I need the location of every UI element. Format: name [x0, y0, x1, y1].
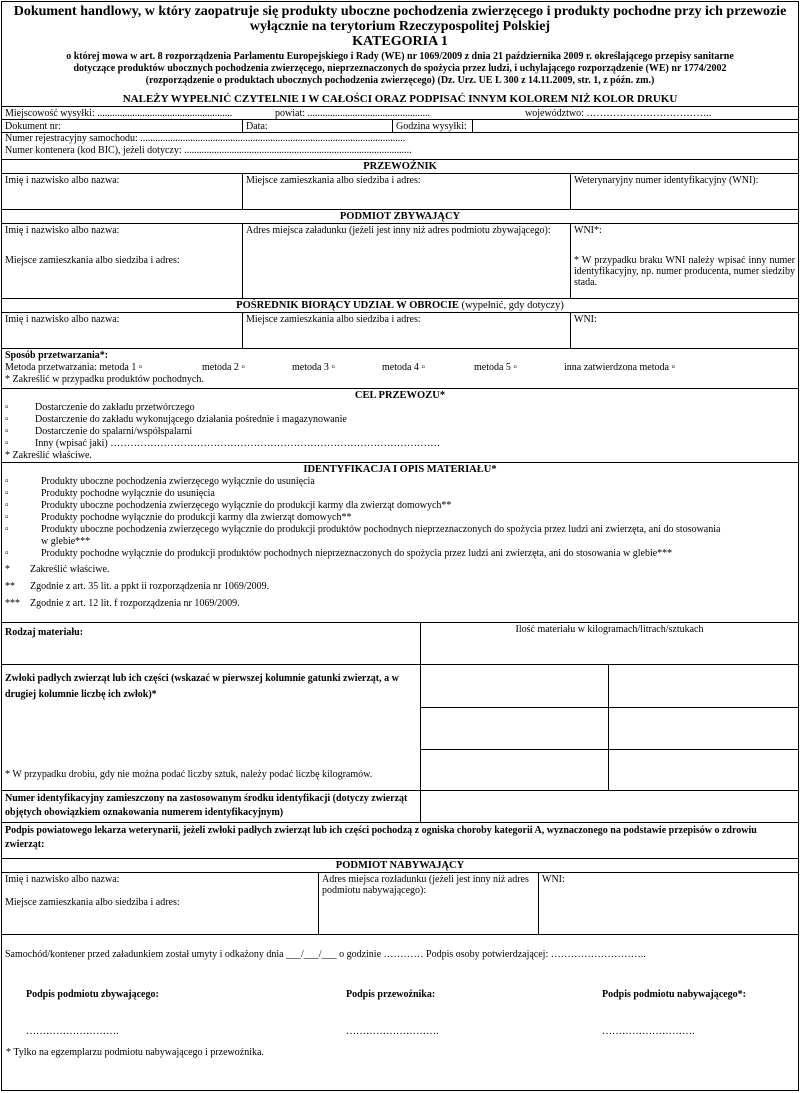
intermediary-heading-text: POŚREDNIK BIORĄCY UDZIAŁ W OBROCIE [236, 300, 459, 311]
note-mark: ** [5, 581, 15, 592]
dispatch-time-label: Godzina wysyłki: [392, 120, 472, 132]
date-field[interactable]: Data: [242, 120, 392, 132]
sender-wni-cell [570, 224, 798, 298]
sender-signature-field[interactable]: ………………………. [26, 1026, 119, 1037]
checkbox-icon[interactable]: ▫ [5, 438, 9, 449]
purpose-item[interactable] [2, 426, 798, 438]
processing-note: * Zakreślić w przypadku produktów pochodnych. [5, 374, 204, 385]
method-5-checkbox[interactable]: metoda 5 ▫ [474, 362, 517, 373]
carrier-row [2, 173, 798, 209]
purpose-item[interactable] [2, 414, 798, 426]
carrier-address-field[interactable]: Miejsce zamieszkania albo siedziba i adres: [242, 174, 570, 209]
dispatch-location-row [2, 106, 798, 119]
material-item[interactable] [2, 488, 798, 500]
receiver-residence-field[interactable]: Miejsce zamieszkania albo siedziba i adres: [5, 897, 180, 908]
material-item-label: Produkty uboczne pochodzenia zwierzęcego wyłącznie do usunięcia [41, 476, 315, 487]
processing-section [2, 348, 798, 388]
processing-methods [2, 362, 798, 374]
document-number-row [2, 119, 798, 132]
sender-residence-field[interactable]: Miejsce zamieszkania albo siedziba i adres: [5, 255, 180, 266]
purpose-item-label: Dostarczenie do zakładu wykonującego działania pośrednie i magazynowanie [35, 414, 347, 425]
count-input-2[interactable] [609, 708, 798, 748]
intermediary-name-field[interactable]: Imię i nazwisko albo nazwa: [5, 314, 120, 325]
carrier-wni-field[interactable]: Weterynaryjny numer identyfikacyjny (WNI): [570, 174, 798, 209]
document-number-field[interactable]: Dokument nr: [5, 121, 61, 132]
checkbox-icon[interactable]: ▫ [5, 500, 9, 511]
material-id-list [2, 476, 798, 622]
poultry-note: * W przypadku drobiu, gdy nie można podać liczby sztuk, należy podać liczbę kilogramów. [5, 769, 373, 780]
material-note [2, 564, 798, 576]
material-kind-row [2, 622, 798, 664]
regulation-line2: dotyczące produktów ubocznych pochodzenia zwierzęcego, nieprzeznaczonych do spożycia przez ludzi, i uchylającego rozporządzenie (WE) nr 1774/2002 [73, 63, 727, 74]
material-id-heading: IDENTYFIKACJA I OPIS MATERIAŁU* [2, 462, 798, 476]
material-item-label: Produkty pochodne wyłącznie do produkcji produktów pochodnych nieprzeznaczonych do spożycia przez ludzi ani zwierzęta, ani do stosowania w glebie*** [41, 548, 673, 559]
footer-section [2, 934, 798, 1086]
carcasses-row [2, 664, 798, 790]
material-item[interactable] [2, 524, 798, 536]
receiver-heading: PODMIOT NABYWAJĄCY [2, 858, 798, 872]
species-input-3[interactable] [420, 750, 608, 790]
checkbox-icon[interactable]: ▫ [5, 488, 9, 499]
carcasses-cell [2, 665, 420, 790]
carrier-signature-field[interactable]: ………………………. [346, 1026, 439, 1037]
other-method-checkbox[interactable]: inna zatwierdzona metoda ▫ [564, 362, 675, 373]
checkbox-icon[interactable]: ▫ [5, 476, 9, 487]
district-field[interactable]: powiat: ................................................. [275, 108, 430, 119]
document-title-line2: wyłącznie na terytorium Rzeczypospolitej Polskiej [249, 19, 551, 34]
purpose-item-label: Dostarczenie do zakładu przetwórczego [35, 402, 195, 413]
species-input-2[interactable] [420, 708, 608, 748]
intermediary-heading-note: (wypełnić, gdy dotyczy) [461, 300, 564, 311]
purpose-item-label: Inny (wpisać jaki) ……………………………………………………………………………………… [35, 438, 441, 449]
material-note [2, 581, 798, 593]
method-3-checkbox[interactable]: metoda 3 ▫ [292, 362, 335, 373]
checkbox-icon[interactable]: ▫ [5, 402, 9, 413]
checkbox-icon[interactable]: ▫ [5, 524, 9, 535]
sender-identity-cell [2, 224, 242, 298]
carcasses-label: Zwłoki padłych zwierząt lub ich części (wskazać w pierwszej kolumnie gatunki zwierząt, a w drugiej kolumnie liczbę ich zwłok)* [5, 673, 399, 700]
sender-heading: PODMIOT ZBYWAJĄCY [2, 209, 798, 223]
material-note [2, 598, 798, 610]
sender-signature-label: Podpis podmiotu zbywającego: [26, 989, 159, 1000]
material-item[interactable] [2, 500, 798, 512]
material-item[interactable] [2, 512, 798, 524]
receiver-wni-field[interactable]: WNI: [538, 873, 798, 934]
method-2-checkbox[interactable]: metoda 2 ▫ [202, 362, 245, 373]
voivodeship-field[interactable]: województwo: ……………………………….. [525, 108, 712, 119]
document-page [1, 1, 799, 1091]
sender-name-field[interactable]: Imię i nazwisko albo nazwa: [5, 225, 120, 236]
note-mark: *** [5, 598, 20, 609]
receiver-signature-label: Podpis podmiotu nabywającego*: [602, 989, 746, 1000]
dispatch-time-field[interactable] [472, 120, 798, 132]
carrier-heading: PRZEWOŹNIK [2, 159, 798, 173]
note-text: Zgodnie z art. 35 lit. a ppkt ii rozporządzenia nr 1069/2009. [30, 581, 270, 592]
method-1-checkbox[interactable]: Metoda przetwarzania: metoda 1 ▫ [5, 362, 143, 373]
id-number-label: Numer identyfikacyjny zamieszczony na zastosowanym środku identyfikacji (dotyczy zwierząt objętych obowiązkiem oznakowania numerem identyfikacyjnym) [5, 793, 408, 818]
method-4-checkbox[interactable]: metoda 4 ▫ [382, 362, 425, 373]
note-mark: * [5, 564, 10, 575]
cleaning-declaration[interactable]: Samochód/kontener przed załadunkiem został umyty i odkażony dnia ___/___/___ o godzinie ………… Podpis osoby potwierdzającej: ……………………….. [5, 949, 646, 960]
processing-heading: Sposób przetwarzania*: [5, 350, 109, 361]
material-item-label: Produkty uboczne pochodzenia zwierzęcego wyłącznie do produkcji produktów pochodnych nieprzeznaczonych do spożycia przez ludzi ani zwierzęta, ani do stosowania [41, 524, 721, 535]
checkbox-icon[interactable]: ▫ [5, 426, 9, 437]
purpose-list [2, 402, 798, 462]
material-item[interactable] [2, 548, 798, 560]
regulation-reference [6, 51, 794, 87]
note-text: Zakreślić właściwe. [30, 564, 110, 575]
carrier-signature-label: Podpis przewoźnika: [346, 989, 436, 1000]
material-item[interactable] [2, 476, 798, 488]
vet-signature-row [2, 822, 798, 858]
note-text: Zgodnie z art. 12 lit. f rozporządzenia nr 1069/2009. [30, 598, 240, 609]
regulation-line3: (rozporządzenie o produktach ubocznych pochodzenia zwierzęcego) (Dz. Urz. UE L 300 z 14.11.2009, str. 1, z późn. zm.) [145, 75, 655, 86]
checkbox-icon[interactable]: ▫ [5, 548, 9, 559]
material-item-label: Produkty pochodne wyłącznie do produkcji karmy dla zwierząt domowych** [41, 512, 352, 523]
vehicle-row [2, 132, 798, 159]
category-label: KATEGORIA 1 [352, 34, 448, 49]
purpose-heading: CEL PRZEWOZU* [2, 388, 798, 402]
vet-signature-label: Podpis powiatowego lekarza weterynarii, jeżeli zwłoki padłych zwierząt lub ich części pochodzą z ogniska choroby kategorii A, wyznaczonego na podstawie przepisów o zdrowiu zwierząt: [5, 825, 757, 850]
material-item-label: Produkty pochodne wyłącznie do usunięcia [41, 488, 215, 499]
fill-instruction: NALEŻY WYPEŁNIĆ CZYTELNIE I W CAŁOŚCI ORAZ PODPISAĆ INNYM KOLOREM NIŻ KOLOR DRUKU [122, 93, 678, 105]
sender-row [2, 223, 798, 298]
material-quantity-field[interactable]: Ilość materiału w kilogramach/litrach/sztukach [420, 623, 798, 664]
count-input-3[interactable] [609, 750, 798, 790]
regulation-line1: o której mowa w art. 8 rozporządzenia Parlamentu Europejskiego i Rady (WE) nr 1069/2009 z dnia 21 października 2009 r. określającego przepisy sanitarne [66, 51, 734, 62]
intermediary-address-field[interactable]: Miejsce zamieszkania albo siedziba i adres: [242, 313, 570, 348]
footer-note: * Tylko na egzemplarzu podmiotu nabywającego i przewoźnika. [6, 1047, 264, 1058]
species-input-1[interactable] [420, 666, 608, 706]
receiver-identity-cell [2, 873, 318, 934]
purpose-item-label: Dostarczenie do spalarni/współspalarni [35, 426, 193, 437]
container-number-field[interactable]: Numer kontenera (kod BIC), jeżeli dotyczy: ........................................................................................... [5, 145, 412, 156]
material-item-label: w glebie*** [41, 536, 91, 547]
material-item-continuation [2, 536, 798, 548]
material-item-label: Produkty uboczne pochodzenia zwierzęcego wyłącznie do produkcji karmy dla zwierząt domowych** [41, 500, 452, 511]
document-header [2, 2, 798, 105]
checkbox-icon[interactable]: ▫ [5, 512, 9, 523]
sender-wni-note: * W przypadku braku WNI należy wpisać inny numer identyfikacyjny, np. numer producenta, numer siedziby stada. [574, 255, 795, 288]
receiver-row [2, 872, 798, 934]
intermediary-heading [2, 298, 798, 312]
carrier-name-field[interactable]: Imię i nazwisko albo nazwa: [5, 175, 120, 186]
intermediary-wni-field[interactable]: WNI: [570, 313, 798, 348]
id-number-row [2, 790, 798, 822]
receiver-signature-field[interactable]: ………………………. [602, 1026, 695, 1037]
document-title-line1: Dokument handlowy, w który zaopatruje się produkty uboczne pochodzenia zwierzęcego i produkty pochodne przy ich przewozie [13, 4, 787, 19]
material-kind-field[interactable]: Rodzaj materiału: [5, 627, 84, 638]
count-input-1[interactable] [609, 666, 798, 706]
purpose-note: * Zakreślić właściwe. [5, 450, 92, 461]
intermediary-row [2, 312, 798, 348]
locality-field[interactable]: Miejscowość wysyłki: ...................................................... [5, 108, 233, 119]
purpose-item[interactable] [2, 438, 798, 450]
sender-wni-field[interactable]: WNI*: [574, 225, 602, 236]
vehicle-number-field[interactable]: Numer rejestracyjny samochodu: .......................................................................................................... [5, 133, 406, 144]
id-number-field[interactable] [420, 791, 798, 822]
receiver-name-field[interactable]: Imię i nazwisko albo nazwa: [5, 874, 120, 885]
checkbox-icon[interactable]: ▫ [5, 414, 9, 425]
receiver-unloading-address-field[interactable]: Adres miejsca rozładunku (jeżeli jest inny niż adres podmiotu nabywającego): [318, 873, 538, 934]
sender-loading-address-field[interactable]: Adres miejsca załadunku (jeżeli jest inny niż adres podmiotu zbywającego): [242, 224, 570, 298]
purpose-item[interactable] [2, 402, 798, 414]
